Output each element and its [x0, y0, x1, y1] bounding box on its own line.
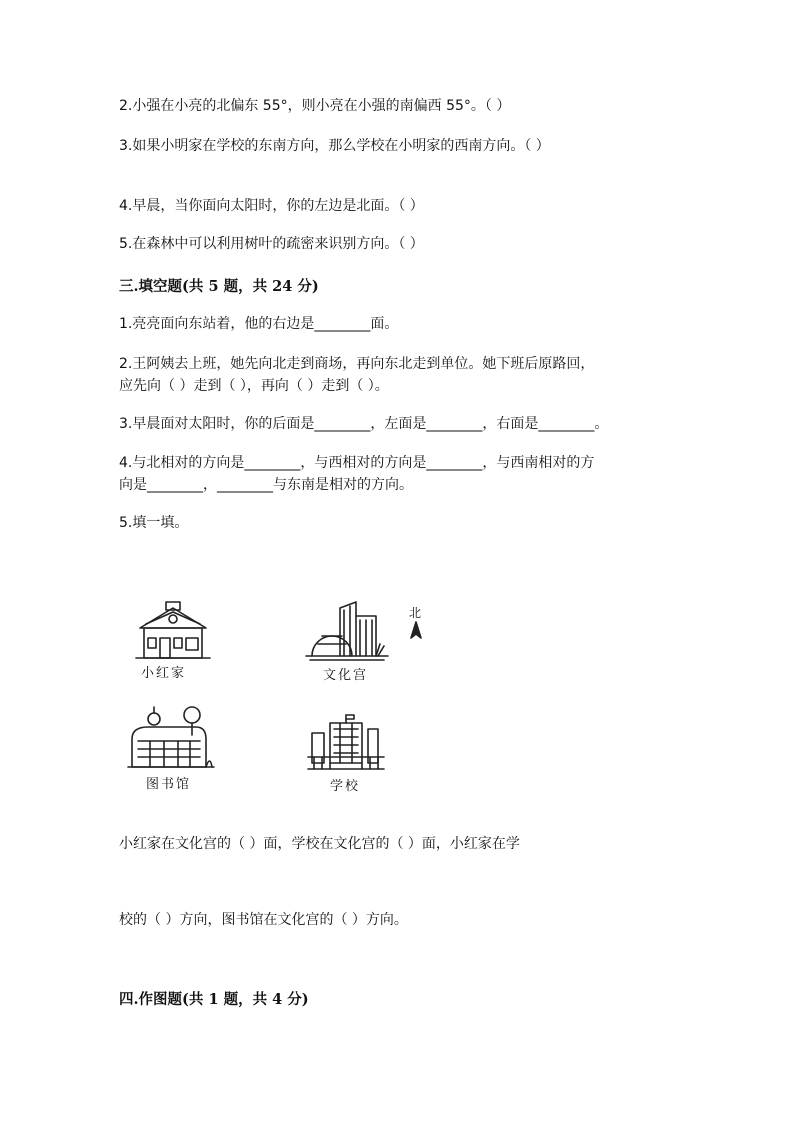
fill-question-2-line-1: 2.王阿姨去上班，她先向北走到商场，再向东北走到单位。她下班后原路回，	[119, 356, 595, 372]
library-caption: 图书馆	[146, 777, 192, 792]
fill-text-line-2: 校的（ ）方向，图书馆在文化宫的（ ）方向。	[119, 912, 408, 928]
fill-question-2-line-2: 应先向（ ）走到（ ），再向（ ）走到（ ）。	[119, 378, 389, 394]
home-illustration	[134, 600, 212, 662]
fill-question-1: 1.亮亮面向东站着，他的右边是________面。	[119, 316, 399, 332]
section-3-heading: 三.填空题(共 5 题，共 24 分)	[119, 278, 319, 295]
fill-text-line-1: 小红家在文化宫的（ ）面，学校在文化宫的（ ）面，小红家在学	[119, 836, 520, 852]
section-4-heading: 四.作图题(共 1 题，共 4 分)	[119, 991, 309, 1008]
culture-palace-caption: 文化宫	[323, 668, 369, 683]
north-arrow-icon	[409, 620, 423, 640]
fill-question-4-line-1: 4.与北相对的方向是________，与西相对的方向是________，与西南相对的方	[119, 455, 595, 471]
school-caption: 学校	[330, 779, 361, 794]
home-caption: 小红家	[141, 666, 187, 681]
north-label: 北	[409, 606, 422, 620]
fill-question-4-line-2: 向是________，________与东南是相对的方向。	[119, 477, 413, 493]
fill-question-5: 5.填一填。	[119, 515, 189, 531]
judge-question-2: 2.小强在小亮的北偏东 55°，则小亮在小强的南偏西 55°。（ ）	[119, 98, 511, 114]
judge-question-4: 4.早晨，当你面向太阳时，你的左边是北面。（ ）	[119, 198, 424, 214]
judge-question-3: 3.如果小明家在学校的东南方向，那么学校在小明家的西南方向。（ ）	[119, 138, 550, 154]
culture-palace-illustration	[304, 600, 390, 662]
school-illustration	[306, 713, 386, 773]
judge-question-5: 5.在森林中可以利用树叶的疏密来识别方向。（ ）	[119, 236, 424, 252]
fill-question-3: 3.早晨面对太阳时，你的后面是________，左面是________，右面是________。	[119, 416, 609, 432]
library-illustration	[126, 705, 216, 771]
